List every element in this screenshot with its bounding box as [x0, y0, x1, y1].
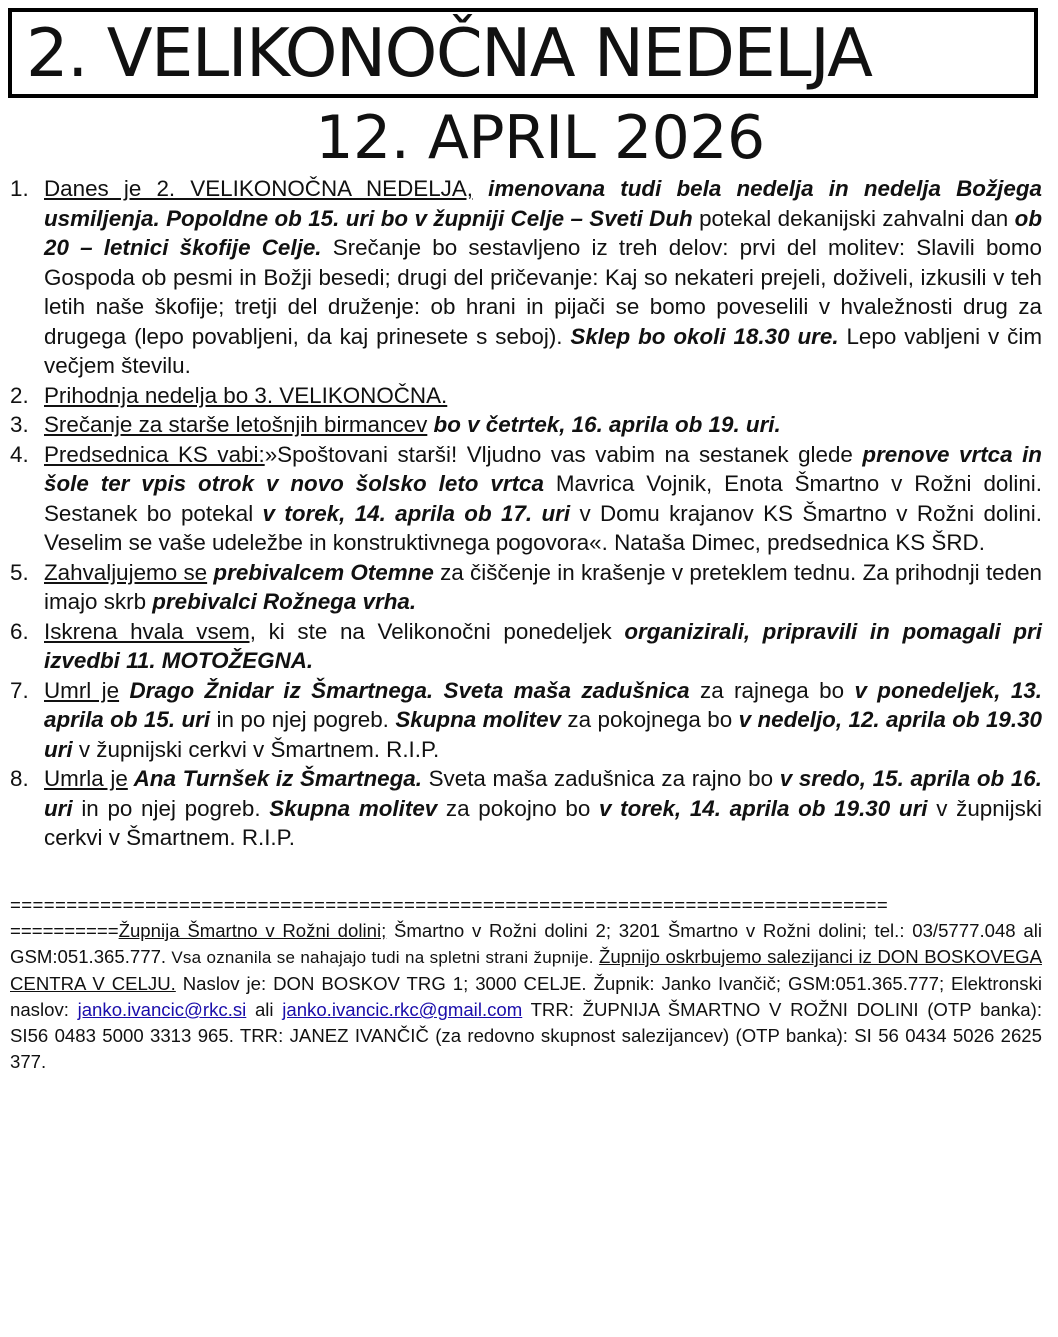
separator-prefix: ========== — [10, 920, 119, 941]
item-text: in po njej pogreb. — [210, 707, 396, 732]
item-text: Drago Žnidar iz Šmartnega. Sveta maša zadušnica — [119, 677, 690, 703]
item-text: Mavrica Vojnik, Enota Šmartno v Rožni dolini. Sestanek bo potekal — [44, 471, 1042, 526]
item-number: 1. — [10, 176, 29, 201]
item-number: 5. — [10, 559, 29, 585]
item-number: 4. — [10, 441, 29, 467]
item-text: v ponedeljek, 13. aprila ob 15. uri — [44, 677, 1043, 732]
item-text: v župnijski cerkvi v Šmartnem. R.I.P. — [44, 795, 1042, 850]
separator-rule: ============================================================================== — [10, 894, 889, 915]
item-lead: Danes je 2. VELIKONOČNA NEDELJA, — [44, 176, 473, 201]
parish-name: Župnija Šmartno v Rožni dolini; — [118, 920, 387, 941]
or-text: ali — [246, 999, 283, 1020]
item-number: 7. — [10, 677, 29, 703]
item-text: ob 20 – letnici škofije Celje. — [44, 205, 1042, 260]
announcement-item-6 — [10, 617, 1042, 676]
page-title: 2. VELIKONOČNA NEDELJA — [26, 14, 872, 92]
title-box — [8, 8, 1038, 98]
item-text: Sveta maša zadušnica za rajno bo — [421, 766, 780, 791]
item-text: Lepo vabljeni v čim večjem številu. — [44, 323, 1042, 378]
item-lead: Umrl je — [44, 677, 120, 703]
item-text: Ana Turnšek iz Šmartnega. — [127, 766, 422, 791]
email-link-gmail[interactable]: janko.ivancic.rkc@gmail.com — [282, 999, 523, 1020]
item-text: »Spoštovani starši! Vljudno vas vabim na sestanek glede — [264, 441, 863, 467]
item-text: v župnijski cerkvi v Šmartnem. R.I.P. — [72, 736, 440, 762]
item-text: za pokojno bo — [437, 795, 600, 821]
item-text: v sredo, 15. aprila ob 16. uri — [44, 766, 1042, 821]
page-date: 12. APRIL 2026 — [315, 103, 765, 173]
parish-footer — [10, 892, 1042, 1075]
item-text: bo v četrtek, 16. aprila ob 19. uri. — [427, 412, 781, 437]
item-text: ki ste na Velikonočni ponedeljek — [255, 618, 625, 644]
item-number: 2. — [10, 382, 29, 408]
item-text: v torek, 14. aprila ob 17. uri — [262, 500, 571, 526]
announcement-item-3 — [10, 410, 1042, 440]
item-text: za rajnega bo — [689, 677, 855, 703]
item-lead: Zahvaljujemo se — [44, 559, 208, 585]
item-number: 8. — [10, 766, 29, 791]
item-text: prebivalci Rožnega vrha. — [152, 589, 417, 614]
item-lead: Srečanje za starše letošnjih birmancev — [44, 412, 428, 437]
item-text: prenove vrtca in šole ter vpis otrok v novo šolsko leto vrtca — [44, 441, 1042, 496]
item-lead: Iskrena hvala vsem, — [44, 618, 256, 644]
announcements-list — [10, 174, 1042, 853]
item-lead: Predsednica KS vabi: — [44, 441, 265, 467]
item-text: prebivalcem Otemne — [207, 559, 434, 585]
contact-info: Naslov je: DON BOSKOV TRG 1; 3000 CELJE. Župnik: Janko Ivančič; GSM:051.365.777; Elektronski naslov: — [10, 973, 1042, 1020]
bank-info: TRR: ŽUPNIJA ŠMARTNO V ROŽNI DOLINI (OTP banka): SI56 0483 5000 3313 965. TRR: JANEZ IVANČIČ (za redovno skupnost salezijancev) (OTP banka): SI 56 0434 5026 2625 377. — [10, 999, 1042, 1072]
item-text: za čiščenje in krašenje v preteklem tednu. Za prihodnji teden imajo skrb — [44, 559, 1042, 614]
footer-text — [10, 918, 1042, 1075]
item-text: imenovana tudi bela nedelja in nedelja Božjega usmiljenja. Popoldne ob 15. uri bo v župniji Celje – Sveti Duh — [44, 176, 1042, 231]
item-lead: Umrla je — [44, 766, 128, 791]
item-text: v nedeljo, 12. aprila ob 19.30 uri — [44, 707, 1042, 762]
parish-address: Šmartno v Rožni dolini 2; 3201 Šmartno v Rožni dolini; tel.: 03/5777.048 ali GSM:051.365.777. — [10, 920, 1042, 967]
announcement-item-5 — [10, 558, 1042, 617]
announcement-item-8 — [10, 764, 1042, 853]
item-text: za pokojnega bo — [561, 707, 739, 732]
item-text: v torek, 14. aprila ob 19.30 uri — [599, 795, 928, 821]
item-text: Sklep bo okoli 18.30 ure. — [570, 323, 839, 349]
item-text: in po njej pogreb. — [72, 795, 270, 821]
item-text: Srečanje bo sestavljeno iz treh delov: prvi del molitev: Slavili bomo Gospoda ob pesmi in Božji besedi; drugi del pričevanje: Kaj so nekateri prejeli, doživeli, izkusili v teh letih naše škofije; tretji del druženje: ob hrani in pijači se bomo poveselili v hvaležnosti drug za drugega (lepo povabljeni, da kaj prinesete s seboj). — [44, 235, 1042, 349]
item-text: potekal dekanijski zahvalni dan — [692, 205, 1015, 231]
item-text: Skupna molitev — [395, 707, 562, 732]
item-lead: Prihodnja nedelja bo 3. VELIKONOČNA. — [44, 382, 448, 408]
item-number: 6. — [10, 618, 29, 644]
announcement-item-2 — [10, 381, 1042, 411]
announcement-item-4 — [10, 440, 1042, 558]
care-note: Župnijo oskrbujemo salezijanci iz DON BOSKOVEGA CENTRA V CELJU. — [10, 946, 1042, 994]
item-text: v Domu krajanov KS Šmartno v Rožni dolini. Veselim se vaše udeležbe in konstruktivnega pogovora«. Nataša Dimec, predsednica KS ŠRD. — [44, 500, 1042, 555]
announcement-item-7 — [10, 676, 1042, 765]
web-note: Vsa oznanila se nahajajo tudi na spletni strani župnije. — [166, 948, 599, 967]
item-text: Skupna molitev — [269, 795, 438, 821]
item-number: 3. — [10, 412, 29, 437]
item-text: organizirali, pripravili in pomagali pri izvedbi 11. MOTOŽEGNA. — [44, 618, 1042, 673]
announcement-item-1 — [10, 174, 1042, 381]
email-link-rkc[interactable]: janko.ivancic@rkc.si — [77, 999, 247, 1020]
